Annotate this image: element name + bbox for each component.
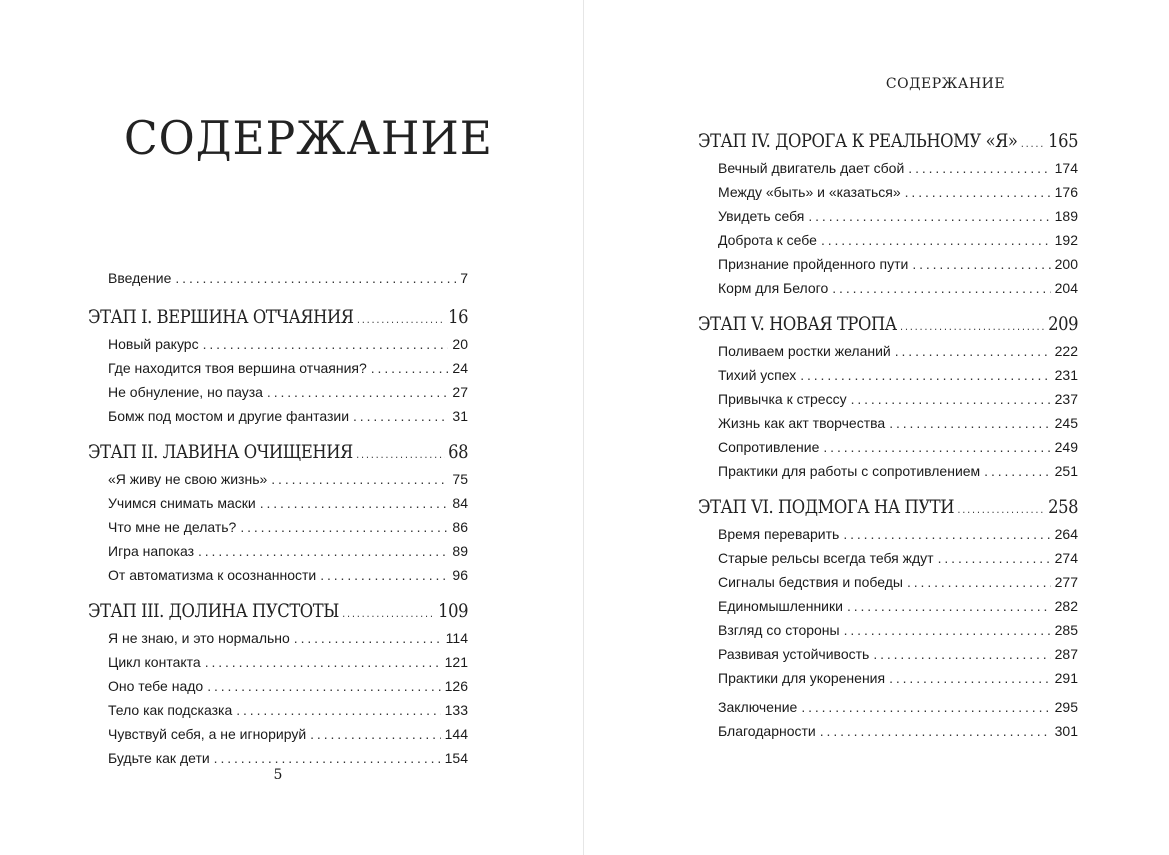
- toc-entry-page: 154: [444, 750, 468, 766]
- toc-entry-page: 285: [1054, 622, 1078, 638]
- spacer: [698, 483, 1078, 486]
- toc-entry-page: 126: [444, 678, 468, 694]
- dot-leader: [267, 380, 449, 404]
- dot-leader: [320, 563, 448, 587]
- toc-entry-page: 96: [452, 567, 468, 583]
- toc-entry[interactable]: [88, 491, 468, 515]
- spacer: [88, 428, 468, 431]
- toc-entry-page: 249: [1054, 439, 1078, 455]
- toc-entry-title: Цикл контакта: [108, 654, 201, 670]
- dot-leader: [844, 618, 1051, 642]
- toc-entry-page: 295: [1054, 699, 1078, 715]
- toc-entry-page: 89: [452, 543, 468, 559]
- toc-entry[interactable]: [698, 719, 1078, 743]
- toc-entry-page: 174: [1054, 160, 1078, 176]
- toc-entry-page: 114: [445, 630, 468, 646]
- toc-entry[interactable]: [88, 539, 468, 563]
- toc-stage-page: 165: [1048, 130, 1079, 152]
- dot-leader: [889, 411, 1050, 435]
- toc-stage-page: 16: [448, 306, 469, 328]
- toc-entry[interactable]: [698, 387, 1078, 411]
- running-head: СОДЕРЖАНИЕ: [885, 76, 1006, 92]
- toc-entry-title: Введение: [108, 270, 172, 286]
- dot-leader: [342, 598, 434, 628]
- toc-entry-title: Поливаем ростки желаний: [718, 343, 891, 359]
- toc-entry-title: Я не знаю, и это нормально: [108, 630, 290, 646]
- toc-entry-title: Увидеть себя: [718, 208, 805, 224]
- dot-leader: [889, 666, 1051, 690]
- toc-entry-title: Заключение: [718, 699, 798, 715]
- toc-entry[interactable]: [88, 674, 468, 698]
- toc-entry-page: 222: [1054, 343, 1078, 359]
- toc-entry-page: 176: [1054, 184, 1078, 200]
- toc-stage-page: 209: [1048, 313, 1079, 335]
- toc-entry-page: 274: [1054, 550, 1078, 566]
- toc-entry-title: Чувствуй себя, а не игнорируй: [108, 726, 307, 742]
- toc-left: [88, 266, 468, 773]
- toc-entry-title: Игра напоказ: [108, 543, 194, 559]
- toc-entry-page: 7: [460, 270, 468, 286]
- toc-right: [698, 120, 1078, 743]
- toc-stage-title: ЭТАП I. ВЕРШИНА ОТЧАЯНИЯ: [88, 306, 354, 328]
- dot-leader: [271, 467, 448, 491]
- dot-leader: [1021, 128, 1045, 158]
- toc-entry[interactable]: [698, 435, 1078, 459]
- toc-entry[interactable]: [88, 467, 468, 491]
- toc-stage-title: ЭТАП VI. ПОДМОГА НА ПУТИ: [698, 496, 955, 518]
- toc-entry-title: Признание пройденного пути: [718, 256, 909, 272]
- dot-leader: [356, 439, 444, 469]
- dot-leader: [808, 204, 1050, 228]
- toc-entry[interactable]: [698, 411, 1078, 435]
- toc-entry-page: 282: [1054, 598, 1078, 614]
- page-number: 5: [273, 767, 283, 783]
- toc-stage[interactable]: [698, 126, 1078, 156]
- toc-entry-title: Где находится твоя вершина отчаяния?: [108, 360, 367, 376]
- toc-stage[interactable]: [698, 309, 1078, 339]
- toc-stage-title: ЭТАП V. НОВАЯ ТРОПА: [698, 313, 897, 335]
- toc-entry[interactable]: [88, 746, 468, 770]
- toc-entry[interactable]: [698, 618, 1078, 642]
- dot-leader: [236, 698, 440, 722]
- toc-entry-title: Время переварить: [718, 526, 840, 542]
- dot-leader: [205, 650, 441, 674]
- dot-leader: [938, 546, 1051, 570]
- toc-entry-title: Единомышленники: [718, 598, 843, 614]
- toc-entry-title: Старые рельсы всегда тебя ждут: [718, 550, 934, 566]
- dot-leader: [203, 332, 449, 356]
- toc-entry-page: 277: [1054, 574, 1078, 590]
- toc-entry-title: Взгляд со стороны: [718, 622, 840, 638]
- dot-leader: [198, 539, 448, 563]
- toc-entry[interactable]: [698, 570, 1078, 594]
- dot-leader: [843, 522, 1050, 546]
- dot-leader: [851, 387, 1051, 411]
- toc-entry-page: 86: [452, 519, 468, 535]
- toc-entry[interactable]: [88, 563, 468, 587]
- spacer: [88, 770, 468, 773]
- toc-entry[interactable]: [88, 356, 468, 380]
- toc-entry-page: 121: [444, 654, 468, 670]
- toc-entry-title: Тихий успех: [718, 367, 797, 383]
- toc-stage[interactable]: [88, 596, 468, 626]
- dot-leader: [912, 252, 1050, 276]
- dot-leader: [957, 494, 1044, 524]
- toc-stage-page: 109: [438, 600, 469, 622]
- dot-leader: [214, 746, 441, 770]
- toc-entry-title: «Я живу не свою жизнь»: [108, 471, 268, 487]
- toc-entry-title: Новый ракурс: [108, 336, 199, 352]
- toc-stage-title: ЭТАП III. ДОЛИНА ПУСТОТЫ: [88, 600, 339, 622]
- dot-leader: [823, 435, 1050, 459]
- dot-leader: [800, 363, 1050, 387]
- dot-leader: [371, 356, 449, 380]
- toc-entry-page: 245: [1054, 415, 1078, 431]
- dot-leader: [260, 491, 449, 515]
- toc-entry[interactable]: [698, 695, 1078, 719]
- dot-leader: [895, 339, 1051, 363]
- toc-entry-title: Между «быть» и «казаться»: [718, 184, 901, 200]
- toc-stage-title: ЭТАП II. ЛАВИНА ОЧИЩЕНИЯ: [88, 441, 353, 463]
- toc-entry[interactable]: [88, 380, 468, 404]
- toc-entry-page: 189: [1054, 208, 1078, 224]
- toc-entry-title: Вечный двигатель дает сбой: [718, 160, 905, 176]
- toc-entry-title: Сопротивление: [718, 439, 820, 455]
- page-title: СОДЕРЖАНИЕ: [124, 112, 493, 166]
- toc-entry[interactable]: [698, 642, 1078, 666]
- toc-entry-page: 144: [444, 726, 468, 742]
- dot-leader: [175, 266, 456, 290]
- toc-entry-page: 200: [1054, 256, 1078, 272]
- toc-entry[interactable]: [698, 228, 1078, 252]
- toc-entry-page: 291: [1054, 670, 1078, 686]
- toc-stage[interactable]: [88, 437, 468, 467]
- toc-entry-title: Корм для Белого: [718, 280, 829, 296]
- toc-entry[interactable]: [88, 266, 468, 290]
- toc-entry-title: Оно тебе надо: [108, 678, 204, 694]
- toc-stage[interactable]: [88, 302, 468, 332]
- toc-entry-page: 192: [1054, 232, 1078, 248]
- toc-entry[interactable]: [698, 252, 1078, 276]
- toc-entry-title: Учимся снимать маски: [108, 495, 256, 511]
- toc-entry-title: Будьте как дети: [108, 750, 210, 766]
- toc-entry-page: 264: [1054, 526, 1078, 542]
- spacer: [698, 300, 1078, 303]
- toc-entry-page: 27: [452, 384, 468, 400]
- toc-entry-title: Жизнь как акт творчества: [718, 415, 886, 431]
- toc-entry-title: Развивая устойчивость: [718, 646, 870, 662]
- toc-entry[interactable]: [698, 180, 1078, 204]
- toc-entry-page: 31: [452, 408, 468, 424]
- toc-entry-page: 133: [444, 702, 468, 718]
- toc-entry-title: Практики для укоренения: [718, 670, 886, 686]
- toc-entry[interactable]: [698, 666, 1078, 690]
- dot-leader: [905, 180, 1051, 204]
- dot-leader: [357, 304, 445, 334]
- toc-entry[interactable]: [88, 722, 468, 746]
- dot-leader: [801, 695, 1050, 719]
- toc-entry-title: От автоматизма к осознанности: [108, 567, 317, 583]
- toc-entry-page: 231: [1054, 367, 1078, 383]
- dot-leader: [820, 719, 1051, 743]
- toc-entry[interactable]: [88, 404, 468, 428]
- toc-entry-page: 237: [1054, 391, 1078, 407]
- toc-entry[interactable]: [698, 546, 1078, 570]
- toc-entry-title: Не обнуление, но пауза: [108, 384, 263, 400]
- toc-entry[interactable]: [698, 459, 1078, 483]
- toc-entry[interactable]: [698, 156, 1078, 180]
- toc-entry-page: 24: [452, 360, 468, 376]
- spacer: [88, 292, 468, 296]
- dot-leader: [240, 515, 448, 539]
- toc-entry-title: Доброта к себе: [718, 232, 817, 248]
- toc-entry[interactable]: [88, 515, 468, 539]
- dot-leader: [294, 626, 442, 650]
- toc-entry-page: 301: [1054, 723, 1078, 739]
- toc-entry[interactable]: [698, 339, 1078, 363]
- dot-leader: [832, 276, 1050, 300]
- toc-entry[interactable]: [698, 363, 1078, 387]
- toc-entry[interactable]: [88, 698, 468, 722]
- dot-leader: [984, 459, 1050, 483]
- dot-leader: [310, 722, 440, 746]
- toc-entry[interactable]: [698, 276, 1078, 300]
- dot-leader: [821, 228, 1051, 252]
- dot-leader: [900, 311, 1045, 341]
- toc-entry-title: Тело как подсказка: [108, 702, 233, 718]
- toc-stage[interactable]: [698, 492, 1078, 522]
- toc-entry-page: 251: [1054, 463, 1078, 479]
- toc-entry[interactable]: [88, 626, 468, 650]
- toc-entry-page: 287: [1054, 646, 1078, 662]
- toc-entry[interactable]: [698, 594, 1078, 618]
- dot-leader: [353, 404, 448, 428]
- dot-leader: [207, 674, 440, 698]
- toc-stage-title: ЭТАП IV. ДОРОГА К РЕАЛЬНОМУ «Я»: [698, 130, 1018, 152]
- dot-leader: [908, 156, 1050, 180]
- toc-entry-title: Благодарности: [718, 723, 816, 739]
- toc-entry[interactable]: [88, 332, 468, 356]
- toc-entry[interactable]: [698, 204, 1078, 228]
- toc-stage-page: 258: [1048, 496, 1079, 518]
- toc-entry-page: 75: [452, 471, 468, 487]
- toc-entry-title: Бомж под мостом и другие фантазии: [108, 408, 350, 424]
- toc-stage-page: 68: [448, 441, 469, 463]
- toc-entry-page: 84: [452, 495, 468, 511]
- toc-entry-title: Практики для работы с сопротивлением: [718, 463, 981, 479]
- toc-entry-page: 204: [1054, 280, 1078, 296]
- dot-leader: [907, 570, 1051, 594]
- toc-entry[interactable]: [88, 650, 468, 674]
- spacer: [88, 587, 468, 590]
- toc-entry-title: Что мне не делать?: [108, 519, 237, 535]
- toc-entry-title: Привычка к стрессу: [718, 391, 847, 407]
- dot-leader: [873, 642, 1050, 666]
- toc-entry[interactable]: [698, 522, 1078, 546]
- toc-entry-title: Сигналы бедствия и победы: [718, 574, 903, 590]
- toc-entry-page: 20: [452, 336, 468, 352]
- dot-leader: [847, 594, 1051, 618]
